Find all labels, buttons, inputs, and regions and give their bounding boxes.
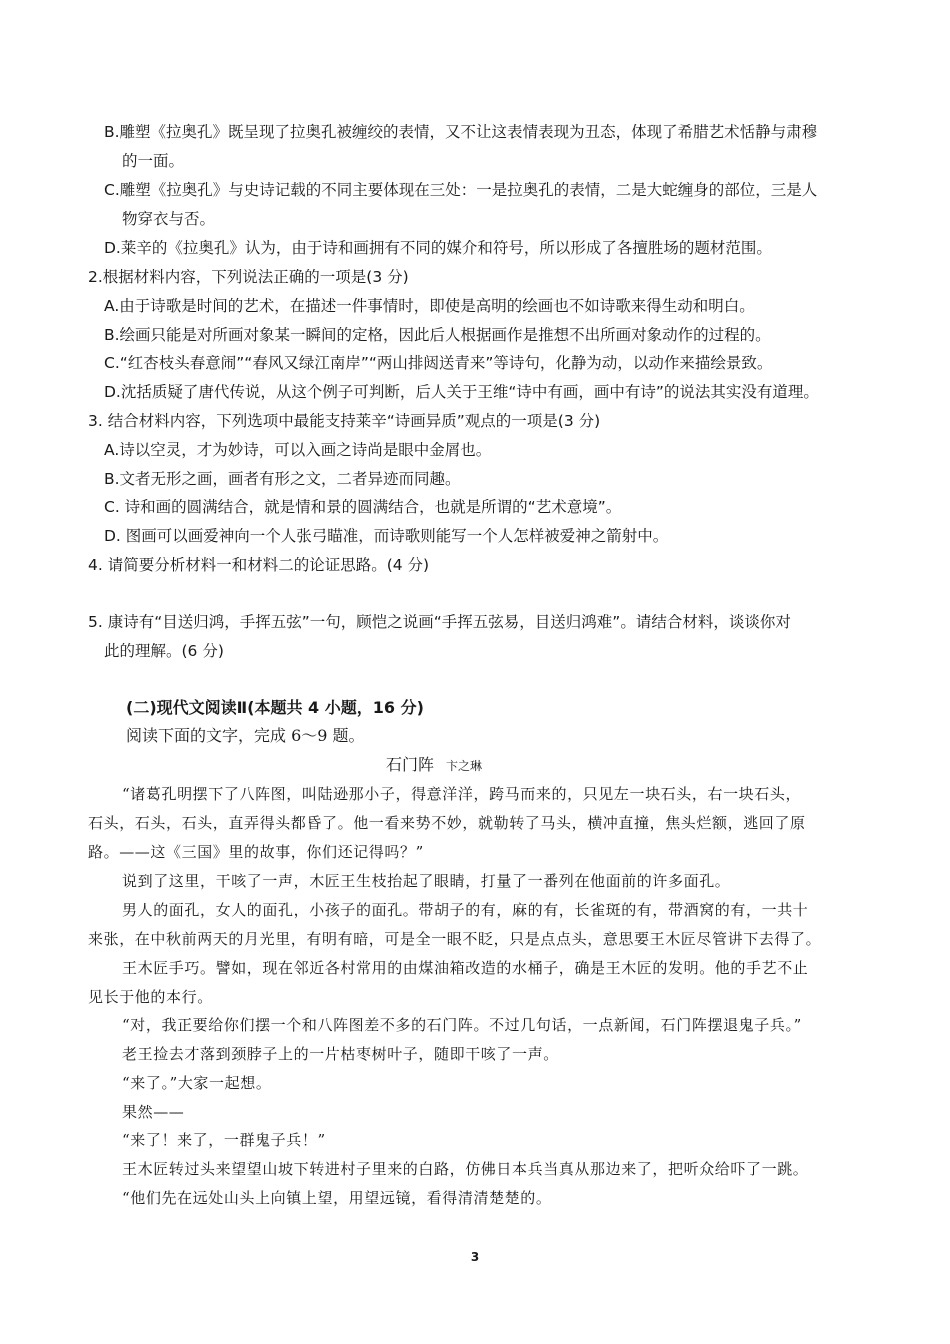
section-heading: (二)现代文阅读Ⅱ(本题共 4 小题，16 分) xyxy=(126,698,424,717)
story-title: 石门阵 xyxy=(386,755,435,774)
story-line: 老王捡去才落到颈脖子上的一片枯枣树叶子，随即干咳了一声。 xyxy=(122,1045,559,1063)
story-title-line xyxy=(386,755,482,776)
q5-stem-line1: 5. 康诗有“目送归鸿，手挥五弦”一句，顾恺之说画“手挥五弦易，目送归鸿难”。请结合材料，谈谈你对 xyxy=(88,613,791,631)
story-author: 卞之琳 xyxy=(446,759,483,773)
story-line: “来了。”大家一起想。 xyxy=(122,1074,272,1092)
story-line: “对，我正要给你们摆一个和八阵图差不多的石门阵。不过几句话，一点新闻，石门阵摆退鬼子兵。” xyxy=(122,1016,802,1034)
q2-option-d: D.沈括质疑了唐代传说，从这个例子可判断，后人关于王维“诗中有画，画中有诗”的说法其实没有道理。 xyxy=(104,383,819,401)
q1-option-c-line1: C.雕塑《拉奥孔》与史诗记载的不同主要体现在三处：一是拉奥孔的表情，二是大蛇缠身的部位，三是人 xyxy=(104,181,818,199)
q2-option-c: C.“红杏枝头春意闹”“春风又绿江南岸”“两山排闼送青来”等诗句，化静为动，以动作来描绘景致。 xyxy=(104,354,773,372)
story-line: 石头，石头，石头，直弄得头都昏了。他一看来势不妙，就勒转了马头，横冲直撞，焦头烂额，逃回了原 xyxy=(88,814,806,832)
q1-option-b-line1: B.雕塑《拉奥孔》既呈现了拉奥孔被缠绞的表情，又不让这表情表现为丑态，体现了希腊艺术恬静与肃穆 xyxy=(104,123,818,141)
q3-option-c: C. 诗和画的圆满结合，就是情和景的圆满结合，也就是所谓的“艺术意境”。 xyxy=(104,498,622,516)
q3-option-d: D. 图画可以画爱神向一个人张弓瞄准，而诗歌则能写一个人怎样被爱神之箭射中。 xyxy=(104,527,669,545)
q1-option-d: D.莱辛的《拉奥孔》认为，由于诗和画拥有不同的媒介和符号，所以形成了各擅胜场的题材范围。 xyxy=(104,239,772,257)
story-line: 来张，在中秋前两天的月光里，有明有暗，可是全一眼不眨，只是点点头，意思要王木匠尽管讲下去得了。 xyxy=(88,930,822,948)
q1-option-c-line2: 物穿衣与否。 xyxy=(122,210,216,228)
story-line: 王木匠转过头来望望山坡下转进村子里来的白路，仿佛日本兵当真从那边来了，把听众给吓了一跳。 xyxy=(122,1160,809,1178)
q4-stem: 4. 请简要分析材料一和材料二的论证思路。(4 分) xyxy=(88,556,430,574)
q2-stem: 2.根据材料内容，下列说法正确的一项是(3 分) xyxy=(88,268,409,286)
q2-option-a: A.由于诗歌是时间的艺术，在描述一件事情时，即使是高明的绘画也不如诗歌来得生动和明白。 xyxy=(104,297,755,315)
section-instruction: 阅读下面的文字，完成 6～9 题。 xyxy=(126,726,365,745)
story-line: 王木匠手巧。譬如，现在邻近各村常用的由煤油箱改造的水桶子，确是王木匠的发明。他的手艺不止 xyxy=(122,959,809,977)
story-line: “诸葛孔明摆下了八阵图，叫陆逊那小子，得意洋洋，跨马而来的，只见左一块石头，右一块石头， xyxy=(122,785,802,803)
story-line: 说到了这里，干咳了一声，木匠王生枝抬起了眼睛，打量了一番列在他面前的许多面孔。 xyxy=(122,872,731,890)
q3-stem: 3. 结合材料内容，下列选项中最能支持莱辛“诗画异质”观点的一项是(3 分) xyxy=(88,412,601,430)
q2-option-b: B.绘画只能是对所画对象某一瞬间的定格，因此后人根据画作是推想不出所画对象动作的过程的。 xyxy=(104,326,771,344)
story-line: 男人的面孔，女人的面孔，小孩子的面孔。带胡子的有，麻的有，长雀斑的有，带酒窝的有，一共十 xyxy=(122,901,809,919)
story-line: 果然—— xyxy=(122,1103,185,1121)
story-line: “他们先在远处山头上向镇上望，用望远镜，看得清清楚楚的。 xyxy=(122,1189,552,1207)
story-line: 见长于他的本行。 xyxy=(88,988,213,1006)
page-number: 3 xyxy=(470,1250,480,1264)
story-line: “来了！来了，一群鬼子兵！” xyxy=(122,1131,326,1149)
story-line: 路。——这《三国》里的故事，你们还记得吗？” xyxy=(88,843,424,861)
q1-option-b-line2: 的一面。 xyxy=(122,152,185,170)
q3-option-a: A.诗以空灵，才为妙诗，可以入画之诗尚是眼中金屑也。 xyxy=(104,441,492,459)
q3-option-b: B.文者无形之画，画者有形之文，二者异迹而同趣。 xyxy=(104,470,461,488)
q5-stem-line2: 此的理解。(6 分) xyxy=(104,642,224,660)
